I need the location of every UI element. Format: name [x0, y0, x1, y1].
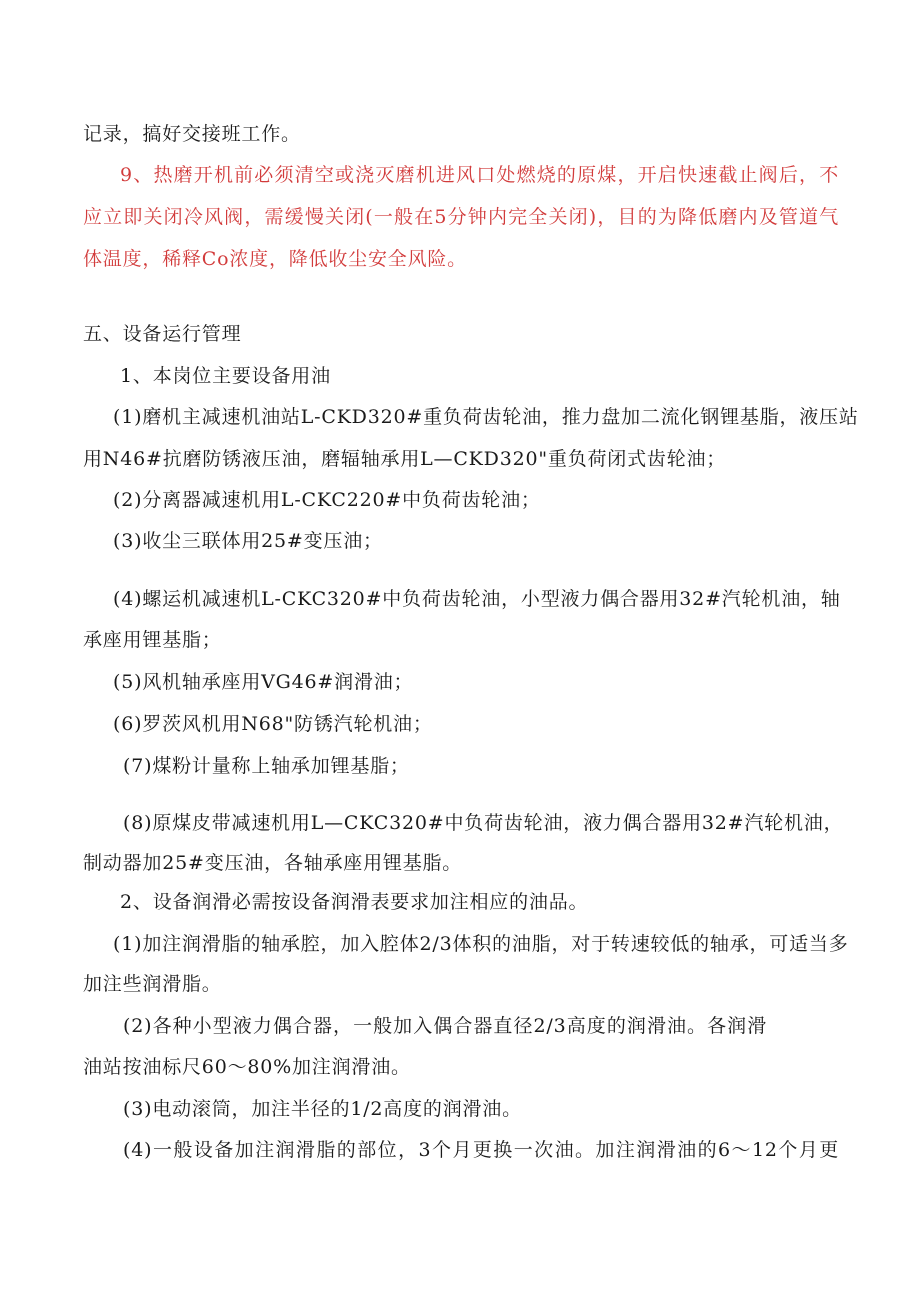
text-line-warning: 体温度，稀释Co浓度，降低收尘安全风险。: [83, 248, 467, 270]
subsection-heading: 1、本岗位主要设备用油: [120, 365, 331, 387]
text-line: (3)电动滚筒，加注半径的1/2高度的润滑油。: [123, 1098, 522, 1120]
text-line: (1)加注润滑脂的轴承腔，加入腔体2/3体积的油脂，对于转速较低的轴承，可适当多: [113, 933, 849, 955]
text-line: (2)分离器减速机用L-CKC220#中负荷齿轮油；: [113, 489, 541, 511]
text-line: 油站按油标尺60～80%加注润滑油。: [83, 1056, 411, 1078]
text-line: (2)各种小型液力偶合器，一般加入偶合器直径2/3高度的润滑油。各润滑: [123, 1015, 767, 1037]
text-line: 记录，搞好交接班工作。: [83, 123, 301, 145]
text-line: (4)一般设备加注润滑脂的部位，3个月更换一次油。加注润滑油的6～12个月更: [123, 1139, 839, 1161]
text-line: (3)收尘三联体用25#变压油；: [113, 530, 383, 552]
section-heading: 五、设备运行管理: [83, 323, 242, 345]
text-line: (7)煤粉计量称上轴承加锂基脂；: [123, 755, 410, 777]
text-line: 制动器加25#变压油，各轴承座用锂基脂。: [83, 852, 463, 874]
text-line: (5)风机轴承座用VG46#润滑油；: [113, 671, 414, 693]
text-line: (6)罗茨风机用N68"防锈汽轮机油；: [113, 713, 433, 735]
text-line: (8)原煤皮带减速机用L—CKC320#中负荷齿轮油，液力偶合器用32#汽轮机油，: [123, 812, 844, 834]
text-line: 承座用锂基脂；: [83, 629, 222, 651]
text-line-warning: 9、热磨开机前必须清空或浇灭磨机进风口处燃烧的原煤，开启快速截止阀后，不: [120, 164, 839, 186]
text-line: 用N46#抗磨防锈液压油，磨辐轴承用L—CKD320"重负荷闭式齿轮油；: [83, 448, 727, 470]
text-line: (4)螺运机减速机L-CKC320#中负荷齿轮油，小型液力偶合器用32#汽轮机油，轴: [113, 588, 841, 610]
text-line: (1)磨机主减速机油站L-CKD320#重负荷齿轮油，推力盘加二流化钢锂基脂，液压站: [113, 406, 859, 428]
text-line: 加注些润滑脂。: [83, 973, 222, 995]
text-line-warning: 应立即关闭冷风阀，需缓慢关闭(一般在5分钟内完全关闭)，目的为降低磨内及管道气: [83, 206, 839, 228]
text-line: 2、设备润滑必需按设备润滑表要求加注相应的油品。: [120, 891, 589, 913]
